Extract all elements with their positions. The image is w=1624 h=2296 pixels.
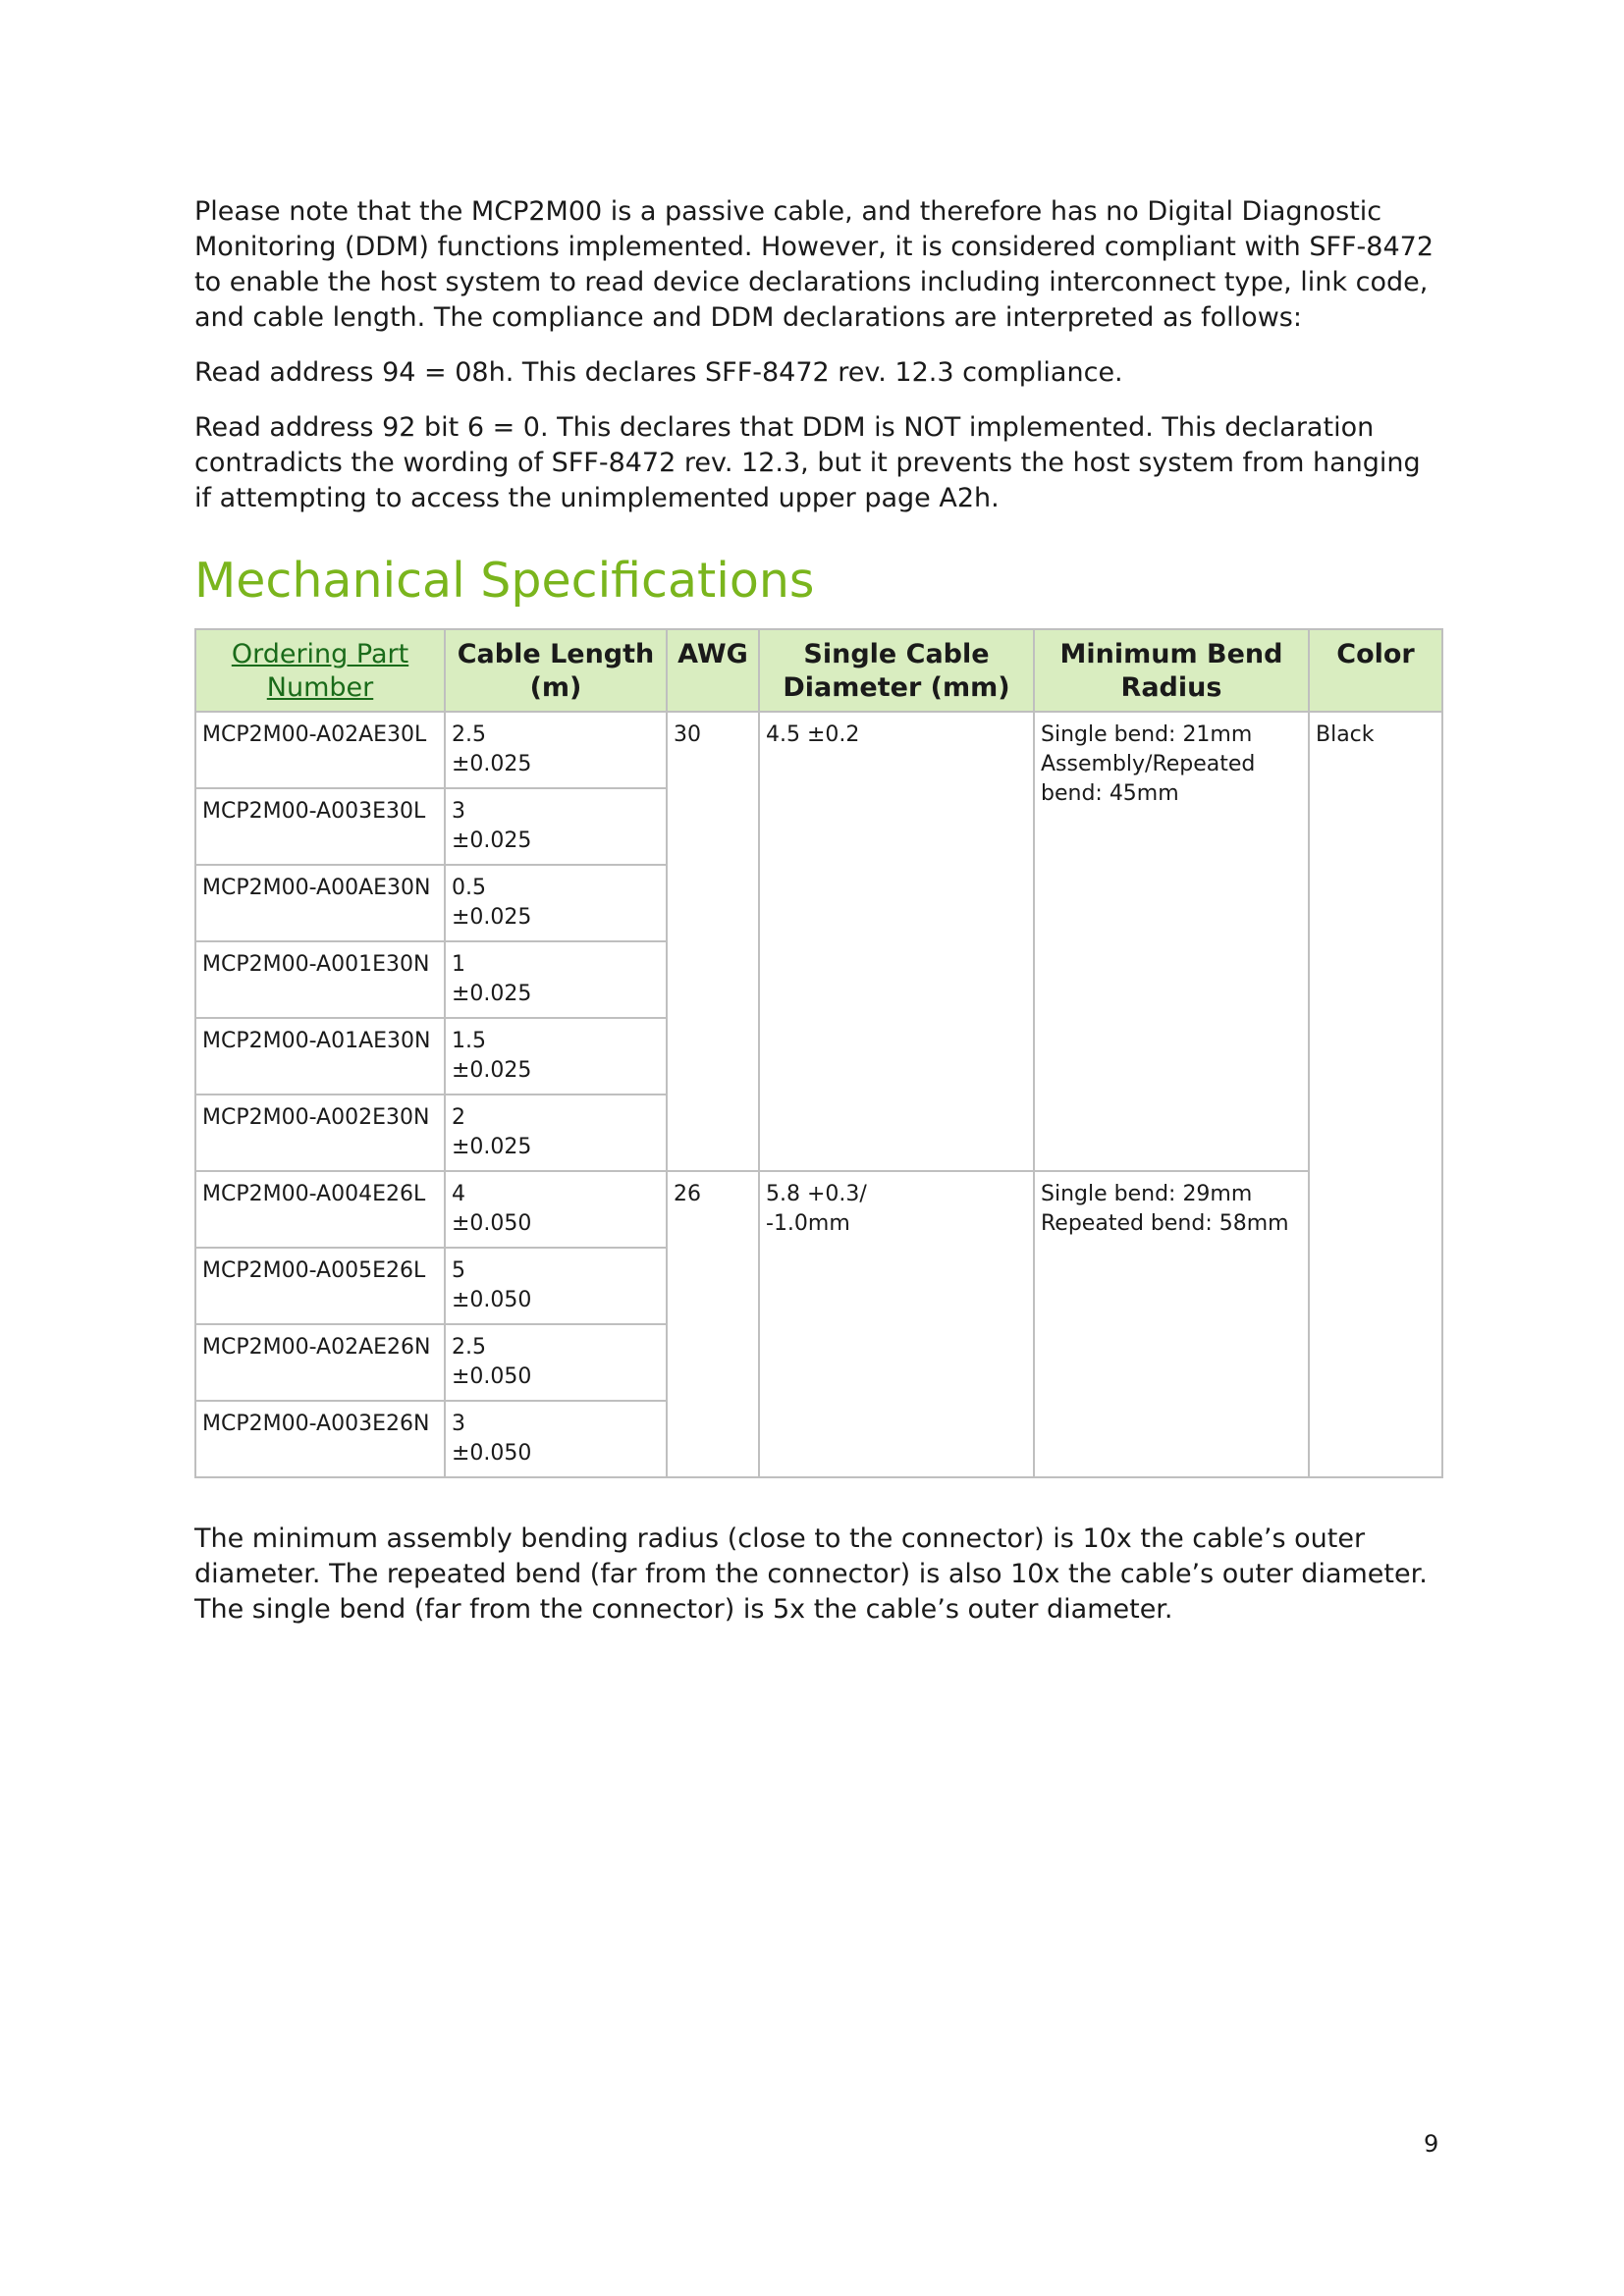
cable-length-cell [445, 788, 667, 865]
bend-single: Single bend: 21mm [1041, 722, 1253, 747]
bend-repeated: Assembly/Repeated bend: 45mm [1041, 752, 1256, 806]
page-number: 9 [1424, 2130, 1439, 2158]
length-value: 3 [452, 799, 465, 824]
bend-radius-cell [1034, 1171, 1309, 1477]
header-diameter: Single Cable Diameter (mm) [759, 629, 1034, 712]
table-row [195, 1171, 1442, 1248]
length-tolerance: ±0.025 [452, 752, 532, 776]
bend-radius-cell [1034, 712, 1309, 1171]
awg-cell: 26 [667, 1171, 759, 1477]
length-tolerance: ±0.050 [452, 1288, 532, 1312]
length-tolerance: ±0.025 [452, 1135, 532, 1159]
header-color: Color [1309, 629, 1442, 712]
cable-length-cell [445, 712, 667, 788]
header-cable-length: Cable Length (m) [445, 629, 667, 712]
cable-length-cell [445, 941, 667, 1018]
intro-paragraph-1: Please note that the MCP2M00 is a passive cable, and therefore has no Digital Diagnostic Monitoring (DDM) functions implemented. However, it is considered compliant with SFF-8472 to enable the host system to read device declarations including interconnect type, link code, and cable length. The compliance and DDM declarations are interpreted as follows: [194, 196, 1434, 333]
diameter-cell: 4.5 ±0.2 [759, 712, 1034, 1171]
mechanical-spec-table [194, 628, 1443, 1478]
length-value: 2.5 [452, 1335, 486, 1360]
cable-length-cell [445, 1018, 667, 1095]
part-number-cell: MCP2M00-A003E26N [195, 1401, 445, 1477]
part-number-cell: MCP2M00-A005E26L [195, 1248, 445, 1324]
length-value: 0.5 [452, 876, 486, 900]
length-tolerance: ±0.050 [452, 1441, 532, 1466]
length-value: 5 [452, 1258, 465, 1283]
diameter-line-1: 5.8 +0.3/ [766, 1182, 867, 1206]
bend-repeated: Repeated bend: 58mm [1041, 1211, 1289, 1236]
part-number-cell: MCP2M00-A02AE30L [195, 712, 445, 788]
length-tolerance: ±0.050 [452, 1364, 532, 1389]
cable-length-cell [445, 1171, 667, 1248]
length-value: 1 [452, 952, 465, 977]
awg-cell: 30 [667, 712, 759, 1171]
color-cell: Black [1309, 712, 1442, 1477]
part-number-cell: MCP2M00-A02AE26N [195, 1324, 445, 1401]
length-tolerance: ±0.025 [452, 1058, 532, 1083]
length-tolerance: ±0.050 [452, 1211, 532, 1236]
length-value: 4 [452, 1182, 465, 1206]
document-page [194, 194, 1441, 1647]
part-number-cell: MCP2M00-A001E30N [195, 941, 445, 1018]
cable-length-cell [445, 1095, 667, 1171]
length-value: 2 [452, 1105, 465, 1130]
header-part-number[interactable] [195, 629, 445, 712]
part-number-cell: MCP2M00-A003E30L [195, 788, 445, 865]
length-tolerance: ±0.025 [452, 982, 532, 1006]
section-title: Mechanical Specifications [194, 553, 815, 609]
header-part-number-link[interactable]: Ordering Part Number [231, 639, 409, 703]
diameter-line-2: -1.0mm [766, 1211, 850, 1236]
diameter-cell [759, 1171, 1034, 1477]
length-value: 1.5 [452, 1029, 486, 1053]
part-number-cell: MCP2M00-A01AE30N [195, 1018, 445, 1095]
header-awg: AWG [667, 629, 759, 712]
cable-length-cell [445, 1401, 667, 1477]
part-number-cell: MCP2M00-A004E26L [195, 1171, 445, 1248]
length-tolerance: ±0.025 [452, 905, 532, 930]
cable-length-cell [445, 865, 667, 941]
part-number-cell: MCP2M00-A002E30N [195, 1095, 445, 1171]
length-value: 2.5 [452, 722, 486, 747]
intro-paragraph-2: Read address 94 = 08h. This declares SFF-8472 rev. 12.3 compliance. [194, 357, 1123, 388]
bend-single: Single bend: 29mm [1041, 1182, 1253, 1206]
table-header-row [195, 629, 1442, 712]
header-bend-radius: Minimum Bend Radius [1034, 629, 1309, 712]
footer-note: The minimum assembly bending radius (close to the connector) is 10x the cable’s outer diameter. The repeated bend (far from the connector) is also 10x the cable’s outer diameter. The single bend (far from the connector) is 5x the cable’s outer diameter. [194, 1523, 1428, 1625]
cable-length-cell [445, 1324, 667, 1401]
cable-length-cell [445, 1248, 667, 1324]
table-row [195, 712, 1442, 788]
length-tolerance: ±0.025 [452, 828, 532, 853]
length-value: 3 [452, 1412, 465, 1436]
intro-paragraph-3: Read address 92 bit 6 = 0. This declares that DDM is NOT implemented. This declaration contradicts the wording of SFF-8472 rev. 12.3, but it prevents the host system from hanging if attempting to access the unimplemented upper page A2h. [194, 412, 1421, 513]
part-number-cell: MCP2M00-A00AE30N [195, 865, 445, 941]
